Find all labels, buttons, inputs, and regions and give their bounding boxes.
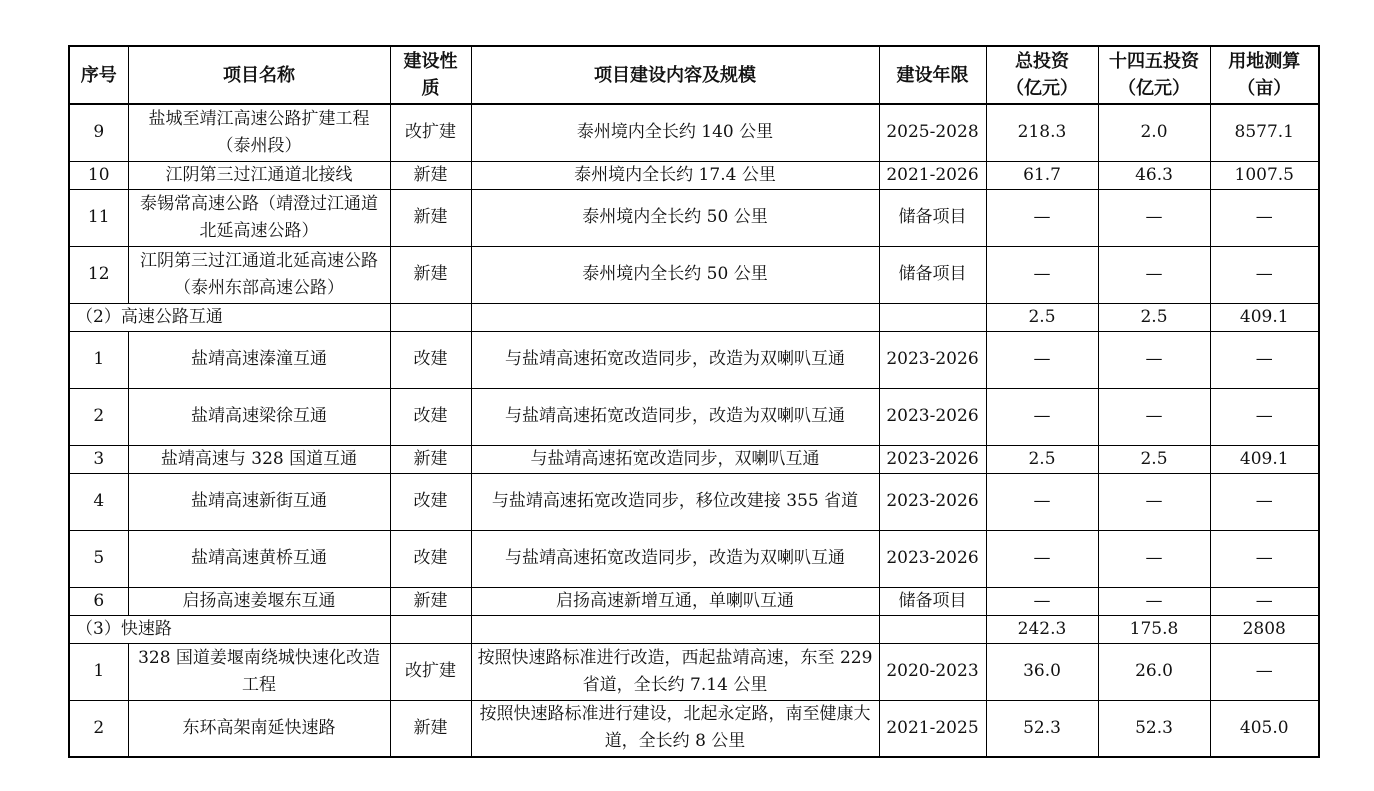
header-land: 用地测算（亩）	[1210, 46, 1319, 104]
cell-total: 61.7	[986, 161, 1098, 189]
table-row	[69, 643, 1319, 700]
cell-period: 2023-2026	[879, 331, 986, 388]
cell-empty	[390, 303, 471, 331]
cell-fyp: 26.0	[1098, 643, 1210, 700]
header-fyp: 十四五投资（亿元）	[1098, 46, 1210, 104]
cell-empty	[390, 615, 471, 643]
table-row	[69, 189, 1319, 246]
section-land: 2808	[1210, 615, 1319, 643]
section-total: 242.3	[986, 615, 1098, 643]
cell-name: 盐靖高速梁徐互通	[128, 388, 390, 445]
cell-seq: 12	[69, 246, 128, 303]
cell-period: 2025-2028	[879, 104, 986, 161]
cell-content: 启扬高速新增互通，单喇叭互通	[471, 587, 879, 615]
cell-period: 2023-2026	[879, 473, 986, 530]
cell-total: 2.5	[986, 445, 1098, 473]
cell-land: 409.1	[1210, 445, 1319, 473]
cell-nature: 新建	[390, 161, 471, 189]
cell-name: 江阴第三过江通道北延高速公路（泰州东部高速公路）	[128, 246, 390, 303]
cell-period: 2021-2026	[879, 161, 986, 189]
cell-content: 按照快速路标准进行建设，北起永定路，南至健康大道，全长约 8 公里	[471, 700, 879, 757]
cell-fyp: 2.0	[1098, 104, 1210, 161]
cell-total: 36.0	[986, 643, 1098, 700]
cell-nature: 新建	[390, 189, 471, 246]
cell-total: —	[986, 189, 1098, 246]
table-row	[69, 104, 1319, 161]
cell-fyp: —	[1098, 189, 1210, 246]
header-period: 建设年限	[879, 46, 986, 104]
cell-land: 1007.5	[1210, 161, 1319, 189]
cell-land: —	[1210, 643, 1319, 700]
cell-fyp: —	[1098, 473, 1210, 530]
cell-seq: 10	[69, 161, 128, 189]
cell-total: 52.3	[986, 700, 1098, 757]
cell-total: —	[986, 331, 1098, 388]
cell-nature: 改建	[390, 331, 471, 388]
cell-nature: 新建	[390, 700, 471, 757]
cell-nature: 改建	[390, 473, 471, 530]
cell-total: —	[986, 473, 1098, 530]
cell-period: 储备项目	[879, 246, 986, 303]
cell-seq: 3	[69, 445, 128, 473]
cell-fyp: —	[1098, 246, 1210, 303]
cell-seq: 11	[69, 189, 128, 246]
cell-period: 储备项目	[879, 189, 986, 246]
cell-total: —	[986, 530, 1098, 587]
cell-nature: 新建	[390, 246, 471, 303]
cell-empty	[471, 303, 879, 331]
cell-name: 泰锡常高速公路（靖澄过江通道北延高速公路）	[128, 189, 390, 246]
cell-name: 盐靖高速新街互通	[128, 473, 390, 530]
cell-nature: 改建	[390, 388, 471, 445]
investment-table	[68, 45, 1320, 758]
cell-fyp: 46.3	[1098, 161, 1210, 189]
cell-name: 东环高架南延快速路	[128, 700, 390, 757]
header-content: 项目建设内容及规模	[471, 46, 879, 104]
table-row	[69, 700, 1319, 757]
cell-name: 盐靖高速与 328 国道互通	[128, 445, 390, 473]
cell-land: —	[1210, 331, 1319, 388]
cell-nature: 新建	[390, 587, 471, 615]
cell-content: 与盐靖高速拓宽改造同步，改造为双喇叭互通	[471, 331, 879, 388]
cell-land: 8577.1	[1210, 104, 1319, 161]
cell-content: 按照快速路标准进行改造，西起盐靖高速，东至 229 省道，全长约 7.14 公里	[471, 643, 879, 700]
cell-content: 与盐靖高速拓宽改造同步，改造为双喇叭互通	[471, 388, 879, 445]
cell-seq: 5	[69, 530, 128, 587]
cell-content: 与盐靖高速拓宽改造同步，改造为双喇叭互通	[471, 530, 879, 587]
cell-land: —	[1210, 530, 1319, 587]
cell-seq: 6	[69, 587, 128, 615]
header-total: 总投资（亿元）	[986, 46, 1098, 104]
table-row	[69, 388, 1319, 445]
cell-content: 与盐靖高速拓宽改造同步，双喇叭互通	[471, 445, 879, 473]
cell-nature: 改扩建	[390, 643, 471, 700]
cell-total: —	[986, 587, 1098, 615]
cell-land: —	[1210, 587, 1319, 615]
cell-total: —	[986, 388, 1098, 445]
section-fyp: 175.8	[1098, 615, 1210, 643]
header-nature: 建设性质	[390, 46, 471, 104]
cell-period: 储备项目	[879, 587, 986, 615]
cell-content: 与盐靖高速拓宽改造同步，移位改建接 355 省道	[471, 473, 879, 530]
cell-period: 2021-2025	[879, 700, 986, 757]
cell-name: 盐城至靖江高速公路扩建工程（泰州段）	[128, 104, 390, 161]
cell-content: 泰州境内全长约 50 公里	[471, 189, 879, 246]
cell-name: 盐靖高速黄桥互通	[128, 530, 390, 587]
table-row	[69, 161, 1319, 189]
cell-seq: 1	[69, 643, 128, 700]
header-row	[69, 46, 1319, 104]
cell-fyp: 2.5	[1098, 445, 1210, 473]
cell-nature: 改建	[390, 530, 471, 587]
cell-content: 泰州境内全长约 140 公里	[471, 104, 879, 161]
cell-fyp: —	[1098, 388, 1210, 445]
cell-total: —	[986, 246, 1098, 303]
cell-seq: 2	[69, 388, 128, 445]
cell-fyp: 52.3	[1098, 700, 1210, 757]
cell-period: 2023-2026	[879, 445, 986, 473]
cell-nature: 改扩建	[390, 104, 471, 161]
cell-empty	[471, 615, 879, 643]
section-label: （2）高速公路互通	[69, 303, 390, 331]
cell-empty	[879, 303, 986, 331]
section-row	[69, 615, 1319, 643]
cell-fyp: —	[1098, 331, 1210, 388]
section-label: （3）快速路	[69, 615, 390, 643]
cell-land: —	[1210, 246, 1319, 303]
section-fyp: 2.5	[1098, 303, 1210, 331]
section-land: 409.1	[1210, 303, 1319, 331]
cell-land: —	[1210, 473, 1319, 530]
cell-land: 405.0	[1210, 700, 1319, 757]
cell-fyp: —	[1098, 587, 1210, 615]
cell-seq: 1	[69, 331, 128, 388]
cell-period: 2020-2023	[879, 643, 986, 700]
cell-content: 泰州境内全长约 17.4 公里	[471, 161, 879, 189]
table-row	[69, 530, 1319, 587]
table-row	[69, 587, 1319, 615]
cell-name: 启扬高速姜堰东互通	[128, 587, 390, 615]
cell-period: 2023-2026	[879, 388, 986, 445]
cell-name: 江阴第三过江通道北接线	[128, 161, 390, 189]
cell-total: 218.3	[986, 104, 1098, 161]
section-total: 2.5	[986, 303, 1098, 331]
table-row	[69, 246, 1319, 303]
cell-seq: 9	[69, 104, 128, 161]
table-row	[69, 331, 1319, 388]
table-row	[69, 473, 1319, 530]
cell-period: 2023-2026	[879, 530, 986, 587]
cell-nature: 新建	[390, 445, 471, 473]
section-row	[69, 303, 1319, 331]
header-name: 项目名称	[128, 46, 390, 104]
cell-seq: 2	[69, 700, 128, 757]
header-seq: 序号	[69, 46, 128, 104]
cell-empty	[879, 615, 986, 643]
cell-fyp: —	[1098, 530, 1210, 587]
cell-land: —	[1210, 189, 1319, 246]
cell-land: —	[1210, 388, 1319, 445]
cell-name: 328 国道姜堰南绕城快速化改造工程	[128, 643, 390, 700]
cell-name: 盐靖高速溱潼互通	[128, 331, 390, 388]
cell-content: 泰州境内全长约 50 公里	[471, 246, 879, 303]
table-row	[69, 445, 1319, 473]
cell-seq: 4	[69, 473, 128, 530]
